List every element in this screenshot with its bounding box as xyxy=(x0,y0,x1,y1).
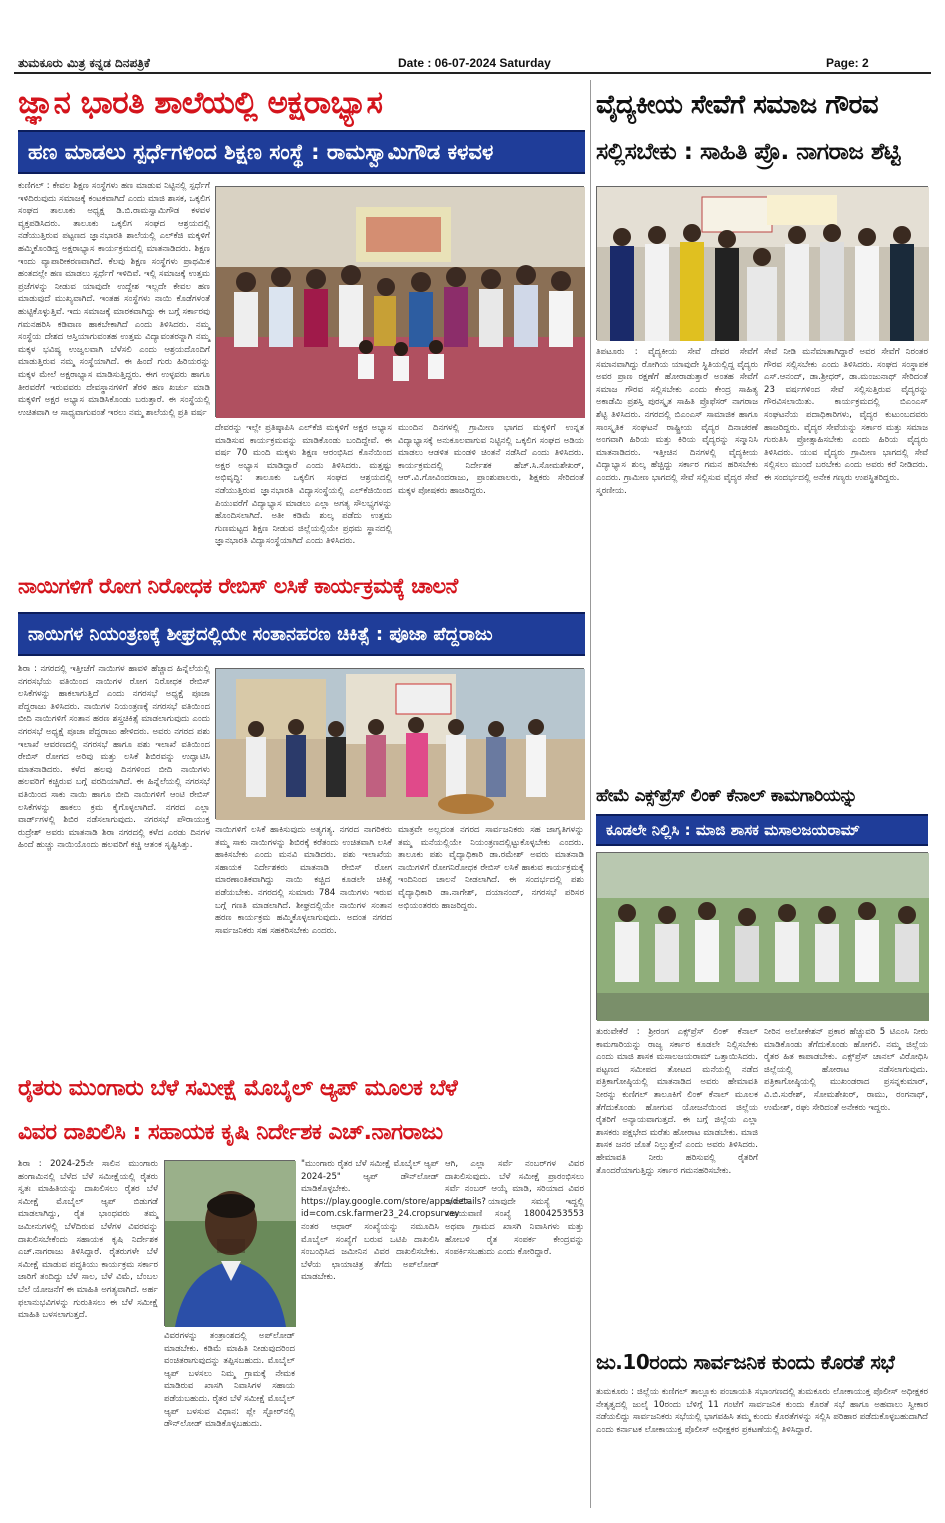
column-divider xyxy=(590,80,591,1508)
story3-subhead: ನಾಯಿಗಳ ನಿಯಂತ್ರಣಕ್ಕೆ ಶೀಘ್ರದಲ್ಲಿಯೇ ಸಂತಾನಹರಣ ಚಿಕಿತ್ಸೆ : ಪೂಜಾ ಪೆದ್ದರಾಜು xyxy=(18,612,585,656)
story4-photo xyxy=(596,852,928,1020)
story1-column-2: ದೇವರನ್ನು ಇಲ್ಲೇ ಪ್ರತಿಷ್ಠಾಪಿಸಿ ಎಲ್‌ಕೆಜಿ ಮಕ್ಕಳಿಗೆ ಅಕ್ಷರ ಅಭ್ಯಾಸ ಮಾಡಿಸುವ ಕಾರ್ಯಕ್ರಮವನ್ನು ಮಾಡಿಕೊಂಡು ಬಂದಿದ್ದೇವೆ. ಈ ವರ್ಷ 70 ಮಂದಿ ಮಕ್ಕಳು ಶಿಕ್ಷಣ ಆರಂಭಿಸಿದ ಕೊನೆಯಿಂದ ಅಕ್ಷರ ಅಭ್ಯಾಸ ಮಾಡಿದ್ದಾರೆ ಎಂದು ತಿಳಿಸಿದರು. ಮತ್ತಷ್ಟು ಅಭಿವೃದ್ಧಿ: ತಾಲೂಕು ಒಕ್ಕಲಿಗ ಸಂಘದ ಆಶ್ರಯದಲ್ಲಿ ನಡೆಯುತ್ತಿರುವ ಜ್ಞಾನಭಾರತಿ ವಿದ್ಯಾಸಂಸ್ಥೆಯಲ್ಲಿ ಎಲ್‌ಕೆಜಿಯಿಂದ ಪಿಯುವರೆಗೆ ವಿದ್ಯಾಭ್ಯಾಸ ಮಾಡಲು ಎಲ್ಲಾ ಅಗತ್ಯ ಸೌಲಭ್ಯಗಳನ್ನು ಹೊಂದಿಸಲಾಗಿದೆ. ಅತೀ ಕಡಿಮೆ ಶುಲ್ಕ ಪಡೆದು ಉತ್ತಮ ಗುಣಮಟ್ಟದ ಶಿಕ್ಷಣ ನೀಡುವ ಜಿಲ್ಲೆಯಲ್ಲಿಯೇ ಪ್ರಥಮ ಸ್ಥಾನದಲ್ಲಿ ಜ್ಞಾನಭಾರತಿ ವಿದ್ಯಾಸಂಸ್ಥೆಯಾಗಿದೆ ಎಂದು ತಿಳಿಸಿದರು. xyxy=(215,423,392,547)
story1-headline: ಜ್ಞಾನ ಭಾರತಿ ಶಾಲೆಯಲ್ಲಿ ಅಕ್ಷರಾಭ್ಯಾಸ xyxy=(18,85,383,121)
story2-column-2: ಸೇವೆ ನೀಡಿ ಮನೆಮಾತಾಗಿದ್ದಾರೆ ಅವರ ಸೇವೆಗೆ ನಿರಂತರ ಗೌರವ ಸಲ್ಲಿಸಬೇಕು ಎಂದು ತಿಳಿಸಿದರು. ಸಂಘದ ಸಂಸ್ಥಾಪಕ ಎಸ್.ಆನಂದ್, ಡಾ.ಶ್ರೀಧರ್, ಡಾ.ಮಂಜುನಾಥ್ ಸೇರಿದಂತೆ 23 ವರ್ಷಗಳಿಂದ ಸೇವೆ ಸಲ್ಲಿಸುತ್ತಿರುವ ವೈದ್ಯರನ್ನು ಗೌರವಿಸಲಾಯಿತು. ಕಾರ್ಯಕ್ರಮದಲ್ಲಿ ಬಿಎಂಎಸ್ ಸಂಘಟನೆಯ ಪದಾಧಿಕಾರಿಗಳು, ವೈದ್ಯರ ಕುಟುಂಬದವರು ಹಾಜರಿದ್ದರು. ವೈದ್ಯರ ಸೇವೆಯನ್ನು ಸರ್ಕಾರ ಮತ್ತು ಸಮಾಜ ಗುರುತಿಸಿ ಪ್ರೋತ್ಸಾಹಿಸಬೇಕು ಎಂದು ಹಿರಿಯ ವೈದ್ಯರು ತಿಳಿಸಿದರು. ಯುವ ವೈದ್ಯರು ಗ್ರಾಮೀಣ ಭಾಗದಲ್ಲಿ ಸೇವೆ ಸಲ್ಲಿಸಲು ಮುಂದೆ ಬರಬೇಕು ಎಂದು ಅವರು ಕರೆ ನೀಡಿದರು. ಈ ಸಂದರ್ಭದಲ್ಲಿ ಅನೇಕ ಗಣ್ಯರು ಉಪಸ್ಥಿತರಿದ್ದರು. xyxy=(764,347,928,483)
story2-photo xyxy=(596,186,928,340)
story3-column-2: ನಾಯಿಗಳಿಗೆ ಲಸಿಕೆ ಹಾಕಿಸುವುದು ಅತ್ಯಗತ್ಯ. ನಗರದ ನಾಗರಿಕರು ತಮ್ಮ ಸಾಕು ನಾಯಿಗಳನ್ನು ಶಿಬಿರಕ್ಕೆ ಕರೆತಂದು ಉಚಿತವಾಗಿ ಲಸಿಕೆ ಹಾಕಿಸಬೇಕು ಎಂದು ಮನವಿ ಮಾಡಿದರು. ಪಶು ಇಲಾಖೆಯ ಸಹಾಯಕ ನಿರ್ದೇಶಕರು ಮಾತನಾಡಿ ರೇಬಿಸ್ ರೋಗ ಮಾರಣಾಂತಿಕವಾಗಿದ್ದು ನಾಯಿ ಕಚ್ಚಿದ ಕೂಡಲೇ ಚಿಕಿತ್ಸೆ ಪಡೆಯಬೇಕು. ನಗರದಲ್ಲಿ ಸುಮಾರು 784 ನಾಯಿಗಳು ಇರುವ ಬಗ್ಗೆ ಗಣತಿ ಮಾಡಲಾಗಿದೆ. ಶೀಘ್ರದಲ್ಲಿಯೇ ನಾಯಿಗಳ ಸಂತಾನ ಹರಣ ಕಾರ್ಯಕ್ರಮ ಹಮ್ಮಿಕೊಳ್ಳಲಾಗುವುದು. ಅದಂತ ನಗರದ ಸಾರ್ವಜನಿಕರು ಸಹ ಸಹಕರಿಸಬೇಕು ಎಂದರು. xyxy=(215,825,392,936)
story6-body: ತುಮಕೂರು : ಜಿಲ್ಲೆಯ ಕುಣಿಗಲ್ ತಾಲ್ಲೂಕು ಪಂಚಾಯತಿ ಸಭಾಂಗಣದಲ್ಲಿ ತುಮಕೂರು ಲೋಕಾಯುಕ್ತ ಪೊಲೀಸ್ ಅಧೀಕ್ಷಕರ ನೇತೃತ್ವದಲ್ಲಿ ಜುಲೈ 10ರಂದು ಬೆಳಿಗ್ಗೆ 11 ಗಂಟೆಗೆ ಸಾರ್ವಜನಿಕ ಕುಂದು ಕೊರತೆ ಸಭೆ ಹಾಗೂ ಅಹವಾಲು ಸ್ವೀಕಾರ ನಡೆಯಲಿದ್ದು ಸಾರ್ವಜನಿಕರು ಸಭೆಯಲ್ಲಿ ಭಾಗವಹಿಸಿ ತಮ್ಮ ಕುಂದು ಕೊರತೆಗಳನ್ನು ಸಲ್ಲಿಸಿ ಪರಿಹಾರ ಪಡೆದುಕೊಳ್ಳಬಹುದಾಗಿದೆ ಎಂದು ಕರ್ನಾಟಕ ಲೋಕಾಯುಕ್ತ ಪೊಲೀಸ್ ಅಧೀಕ್ಷಕರ ಪ್ರಕಟಣೆಯಲ್ಲಿ ತಿಳಿಸಿದ್ದಾರೆ. xyxy=(596,1387,928,1435)
page-number: Page: 2 xyxy=(826,56,869,70)
story1-photo xyxy=(215,186,584,417)
newspaper-logo: ತುಮಕೂರು ಮಿತ್ರ ಕನ್ನಡ ದಿನಪತ್ರಿಕೆ xyxy=(18,56,150,70)
story4-headline-line2: ಕೂಡಲೇ ನಿಲ್ಲಿಸಿ : ಮಾಜಿ ಶಾಸಕ ಮಸಾಲಜಯರಾಮ್ xyxy=(596,814,928,846)
story3-headline: ನಾಯಿಗಳಿಗೆ ರೋಗ ನಿರೋಧಕ ರೇಬಿಸ್ ಲಸಿಕೆ ಕಾರ್ಯಕ್ರಮಕ್ಕೆ ಚಾಲನೆ xyxy=(18,574,458,598)
story5-photo xyxy=(164,1160,295,1326)
story3-photo xyxy=(215,668,584,819)
story4-column-1: ತುರುವೇಕೆರೆ : ಶ್ರೀರಂಗ ಎಕ್ಸ್‌ಪ್ರೆಸ್ ಲಿಂಕ್ ಕೆನಾಲ್ ಕಾಮಗಾರಿಯನ್ನು ರಾಜ್ಯ ಸರ್ಕಾರ ಕೂಡಲೇ ನಿಲ್ಲಿಸಬೇಕು ಎಂದು ಮಾಜಿ ಶಾಸಕ ಮಸಾಲಜಯರಾಮ್ ಒತ್ತಾಯಿಸಿದರು. ಪಟ್ಟಣದ ಸಮೀಪದ ತೋಟದ ಮನೆಯಲ್ಲಿ ನಡೆದ ಪತ್ರಿಕಾಗೋಷ್ಠಿಯಲ್ಲಿ ಮಾತನಾಡಿದ ಅವರು ಹೇಮಾವತಿ ನೀರನ್ನು ಕುಣಿಗಲ್ ತಾಲೂಕಿಗೆ ಲಿಂಕ್ ಕೆನಾಲ್ ಮೂಲಕ ತೆಗೆದುಕೊಂಡು ಹೋಗುವ ಯೋಜನೆಯಿಂದ ಜಿಲ್ಲೆಯ ರೈತರಿಗೆ ಅನ್ಯಾಯವಾಗುತ್ತದೆ. ಈ ಬಗ್ಗೆ ಜಿಲ್ಲೆಯ ಎಲ್ಲಾ ಶಾಸಕರು ಪಕ್ಷಭೇದ ಮರೆತು ಹೋರಾಟ ಮಾಡಬೇಕು. ಮಾಜಿ ಶಾಸಕ ಜನರ ಜೊತೆ ನಿಲ್ಲುತ್ತೇನೆ ಎಂದು ಅವರು ತಿಳಿಸಿದರು. ಹೇಮಾವತಿ ನೀರು ಹರಿಸುವಲ್ಲಿ ರೈತರಿಗೆ ತೊಂದರೆಯಾಗುತ್ತಿದ್ದು ಸರ್ಕಾರ ಗಮನಹರಿಸಬೇಕು. xyxy=(596,1027,758,1176)
edition-date: Date : 06-07-2024 Saturday xyxy=(398,56,551,70)
masthead-rule xyxy=(14,72,931,74)
story5-column-4: ಆಗಿ, ಎಲ್ಲಾ ಸರ್ವೆ ನಂಬರ್‌ಗಳ ವಿವರ ದಾಖಲಿಸುವುದು. ಬೆಳೆ ಸಮೀಕ್ಷೆ ಪ್ರಾರಂಭಿಸಲು ಸರ್ವೆ ನಂಬರ್ ಆಯ್ಕೆ ಮಾಡಿ, ಸರಿಯಾದ ವಿವರ ದಾಖಲಿಸಿ. ಯಾವುದೇ ಸಮಸ್ಯೆ ಇದ್ದಲ್ಲಿ ಸಹಾಯವಾಣಿ ಸಂಖ್ಯೆ 18004253553 ಅಥವಾ ಗ್ರಾಮದ ಖಾಸಗಿ ನಿವಾಸಿಗಳು ಮತ್ತು ಹೋಬಳಿ ರೈತ ಸಂಪರ್ಕ ಕೇಂದ್ರವನ್ನು ಸಂಪರ್ಕಿಸಬಹುದು ಎಂದು ಕೋರಿದ್ದಾರೆ. xyxy=(445,1159,584,1258)
story1-column-1: ಕುಣಿಗಲ್ : ಕೇವಲ ಶಿಕ್ಷಣ ಸಂಸ್ಥೆಗಳು ಹಣ ಮಾಡುವ ನಿಟ್ಟಿನಲ್ಲಿ ಸ್ಪರ್ಧೆಗೆ ಇಳಿದಿರುವುದು ಸಮಾಜಕ್ಕೆ ಕಂಟಕವಾಗಿದೆ ಎಂದು ಮಾಜಿ ಶಾಸಕ, ಒಕ್ಕಲಿಗ ಸಂಘದ ತಾಲೂಕು ಅಧ್ಯಕ್ಷ ಡಿ.ಬಿ.ರಾಮಸ್ವಾಮಿಗೌಡ ಕಳವಳ ವ್ಯಕ್ತಪಡಿಸಿದರು. ತಾಲೂಕು ಒಕ್ಕಲಿಗ ಸಂಘದ ಆಶ್ರಯದಲ್ಲಿ ನಡೆಯುತ್ತಿರುವ ಪಟ್ಟಣದ ಜ್ಞಾನಭಾರತಿ ಶಾಲೆಯಲ್ಲಿ ಎಲ್‌ಕೆಜಿ ಮಕ್ಕಳಿಗೆ ಹಮ್ಮಿಕೊಂಡಿದ್ದ ಅಕ್ಷರಾಭ್ಯಾಸ ಕಾರ್ಯಕ್ರಮದಲ್ಲಿ ಮಾತನಾಡಿದರು. ಶಿಕ್ಷಣ ಇಂದು ವ್ಯಾಪಾರೀಕರಣವಾಗಿದೆ. ಕೆಲವು ಶಿಕ್ಷಣ ಸಂಸ್ಥೆಗಳು ಪ್ರಾಥಮಿಕ ಹಂತದಲ್ಲೇ ಹಣ ಮಾಡಲು ಸ್ಪರ್ಧೆಗೆ ಇಳಿದಿವೆ. ಇಲ್ಲಿ ಸಮಾಜಕ್ಕೆ ಉತ್ತಮ ಪ್ರಜೆಗಳನ್ನು ನೀಡುವ ಯಾವುದೇ ಉದ್ದೇಶ ಇಲ್ಲದೇ ಕೇವಲ ಹಣ ಮಾಡುವುದೆ ಮುಖ್ಯವಾಗಿದೆ. ಇಂತಹ ಸಂಸ್ಥೆಗಳು ನಾಯಿ ಕೊಡೆಗಳಂತೆ ಹುಟ್ಟಿಕೊಳ್ಳುತ್ತಿವೆ. ಇದು ಸಮಾಜಕ್ಕೆ ಮಾರಕವಾಗಿದ್ದು ಈ ಬಗ್ಗೆ ಸರ್ಕಾರವು ಗಮನಹರಿಸಿ ಕಡಿವಾಣ ಹಾಕಬೇಕಾಗಿದೆ ಎಂದು ತಿಳಿಸಿದರು. ನಮ್ಮ ಸಂಸ್ಥೆಯ ದೇಶದ ಆಸ್ತಿಯಾಗುವಂತಹ ಉತ್ತಮ ವಿದ್ಯಾವಂತರನ್ನಾಗಿ ನಮ್ಮ ಮಕ್ಕಳ ಭವಿಷ್ಯ ಉಜ್ವಲವಾಗಿ ಬೆಳೆಸಲಿ ಎಂದು ಆಶ್ರಯದೊಂದಿಗೆ ಮಾಡುತ್ತಿರುವ ನಮ್ಮ ಸಂಸ್ಥೆಯಾಗಿದೆ. ಈ ಹಿಂದೆ ಗುರು ಹಿರಿಯರನ್ನು ಮಕ್ಕಳ ಮೇಲೆ ಅಕ್ಷರಾಭ್ಯಾಸ ಮಾಡಿಸುತ್ತಿದ್ದರು. ಈಗ ಉಳ್ಳವರು ಹಾಗೂ ತೀರವರೆಗೆ ಇರುವವರು ದೇವಸ್ಥಾನಗಳಿಗೆ ತೆರಳಿ ಹಣ ಖರ್ಚು ಮಾಡಿ ಮಕ್ಕಳಿಗೆ ಅಕ್ಷರ ಅಭ್ಯಾಸ ಮಾಡಿಸಿಕೊಂಡು ಬರುತ್ತಾರೆ. ಈ ಸಂಸ್ಥೆಯಲ್ಲಿ ಉಚಿತವಾಗಿ ಆ ಸಾಧ್ಯವಾಗುವಂತೆ ಇರಲು ನಮ್ಮ ಶಾಲೆಯಲ್ಲಿ ಪ್ರತಿ ವರ್ಷ xyxy=(18,181,210,418)
story5-column-2: ವಿವರಗಳನ್ನು ತಂತ್ರಾಂಶದಲ್ಲಿ ಅಪ್‌ಲೋಡ್ ಮಾಡಬೇಕು. ಕಡಿಮೆ ಮಾಹಿತಿ ನೀಡುವುದರಿಂದ ವಂಚಿತರಾಗುವುದನ್ನು ತಪ್ಪಿಸಬಹುದು. ಮೊಬೈಲ್ ಆ್ಯಪ್ ಬಳಸಲು ನಿಮ್ಮ ಗ್ರಾಮಕ್ಕೆ ನೇಮಕ ಮಾಡಿರುವ ಖಾಸಗಿ ನಿವಾಸಿಗಳ ಸಹಾಯ ಪಡೆಯಬಹುದು. ರೈತರ ಬೆಳೆ ಸಮೀಕ್ಷೆ ಮೊಬೈಲ್ ಆ್ಯಪ್ ಬಳಸುವ ವಿಧಾನ: ಪ್ಲೇ ಸ್ಟೋರ್‌ನಲ್ಲಿ ಡೌನ್‌ಲೋಡ್ ಮಾಡಿಕೊಳ್ಳಬಹುದು. xyxy=(164,1331,295,1430)
story2-headline-line2: ಸಲ್ಲಿಸಬೇಕು : ಸಾಹಿತಿ ಪ್ರೊ. ನಾಗರಾಜ ಶೆಟ್ಟಿ xyxy=(596,139,901,165)
story5-headline-line2: ವಿವರ ದಾಖಲಿಸಿ : ಸಹಾಯಕ ಕೃಷಿ ನಿರ್ದೇಶಕ ಎಚ್.ನಾಗರಾಜು xyxy=(18,1120,443,1145)
story2-column-1: ತಿಪಟೂರು : ವೈದ್ಯಕೀಯ ಸೇವೆ ದೇವರ ಸೇವೆಗೆ ಸಮಾನವಾಗಿದ್ದು ರೋಗಿಯ ಯಾವುದೇ ಸ್ಥಿತಿಯಲ್ಲಿದ್ದ ವೈದ್ಯರು ಅವರ ಪ್ರಾಣ ರಕ್ಷಣೆಗೆ ಹೋರಾಡುತ್ತಾರೆ ಅಂತಹ ಸೇವೆಗೆ ಸಮಾಜ ಗೌರವ ಸಲ್ಲಿಸಬೇಕು ಎಂದು ಕೇಂದ್ರ ಸಾಹಿತ್ಯ ಅಕಾಡೆಮಿ ಪ್ರಶಸ್ತಿ ಪುರಸ್ಕೃತ ಸಾಹಿತಿ ಪ್ರೊಫೆಸರ್ ನಾಗರಾಜ ಶೆಟ್ಟಿ ತಿಳಿಸಿದರು. ನಗರದಲ್ಲಿ ಬಿಎಂಎಸ್ ಸಾಮಾಜಿಕ ಹಾಗೂ ಸಾಂಸ್ಕೃತಿಕ ಸಂಘಟನೆ ರಾಷ್ಟ್ರೀಯ ವೈದ್ಯರ ದಿನಾಚರಣೆ ಅಂಗವಾಗಿ ಹಿರಿಯ ಮತ್ತು ಕಿರಿಯ ವೈದ್ಯರನ್ನು ಸನ್ಮಾನಿಸಿ ಮಾತನಾಡಿದರು. ಇತ್ತೀಚಿನ ದಿನಗಳಲ್ಲಿ ವೈದ್ಯಕೀಯ ವಿದ್ಯಾಭ್ಯಾಸ ಶುಲ್ಕ ಹೆಚ್ಚಿದ್ದು ಸರ್ಕಾರ ಗಮನ ಹರಿಸಬೇಕು ಎಂದರು. ಗ್ರಾಮೀಣ ಭಾಗದಲ್ಲಿ ಸೇವೆ ಸಲ್ಲಿಸುವ ವೈದ್ಯರ ಸೇವೆ ಸ್ಮರಣೀಯ. xyxy=(596,347,758,496)
story4-column-2: ನೀರಿನ ಅಲೋಕೇಶನ್ ಪ್ರಕಾರ ಹೆಚ್ಚುವರಿ 5 ಟಿಎಂಸಿ ನೀರು ಮಾಡಿಕೊಂಡು ತೆಗೆದುಕೊಂಡು ಹೋಗಲಿ. ನಮ್ಮ ಜಿಲ್ಲೆಯ ರೈತರ ಹಿತ ಕಾಪಾಡಬೇಕು. ಎಕ್ಸ್‌ಪ್ರೆಸ್ ಚಾನಲ್ ವಿರೋಧಿಸಿ ಜಿಲ್ಲೆಯಲ್ಲಿ ಹೋರಾಟ ನಡೆಸಲಾಗುವುದು. ಪತ್ರಿಕಾಗೋಷ್ಠಿಯಲ್ಲಿ ಮುಖಂಡರಾದ ಪ್ರಸನ್ನಕುಮಾರ್, ವಿ.ಬಿ.ಸುರೇಶ್, ಸೋಮಶೇಖರ್, ರಾಮು, ರಂಗನಾಥ್, ಉಮೇಶ್, ರಘು ಸೇರಿದಂತೆ ಅನೇಕರು ಇದ್ದರು. xyxy=(764,1027,928,1113)
story1-subhead: ಹಣ ಮಾಡಲು ಸ್ಪರ್ಧೆಗಳಿಂದ ಶಿಕ್ಷಣ ಸಂಸ್ಥೆ : ರಾಮಸ್ವಾಮಿಗೌಡ ಕಳವಳ xyxy=(18,130,585,174)
story5-headline-line1: ರೈತರು ಮುಂಗಾರು ಬೆಳೆ ಸಮೀಕ್ಷೆ ಮೊಬೈಲ್ ಆ್ಯಪ್ ಮೂಲಕ ಬೆಳೆ xyxy=(18,1076,458,1101)
story2-headline-line1: ವೈದ್ಯಕೀಯ ಸೇವೆಗೆ ಸಮಾಜ ಗೌರವ xyxy=(596,90,879,120)
story1-column-3: ಮುಂದಿನ ದಿನಗಳಲ್ಲಿ ಗ್ರಾಮೀಣ ಭಾಗದ ಮಕ್ಕಳಿಗೆ ಉನ್ನತ ವಿದ್ಯಾಭ್ಯಾಸಕ್ಕೆ ಅನುಕೂಲವಾಗುವ ನಿಟ್ಟಿನಲ್ಲಿ ಒಕ್ಕಲಿಗ ಸಂಘದ ಅಡಿಯ ಮಾಡಲು ಆಡಳಿತ ಮಂಡಳಿ ಚಿಂತನೆ ನಡೆಸಿದೆ ಎಂದು ತಿಳಿಸಿದರು. ಕಾರ್ಯಕ್ರಮದಲ್ಲಿ ನಿರ್ದೇಶಕ ಹೆಚ್.ಸಿ.ಸೋಮಶೇಖರ್, ಆರ್.ವಿ.ಗೋವಿಂದರಾಜು, ಪ್ರಾಂಶುಪಾಲರು, ಶಿಕ್ಷಕರು ಸೇರಿದಂತೆ ಮಕ್ಕಳ ಪೋಷಕರು ಹಾಜರಿದ್ದರು. xyxy=(398,423,584,496)
story5-column-1: ಶಿರಾ : 2024-25ನೇ ಸಾಲಿನ ಮುಂಗಾರು ಹಂಗಾಮಿನಲ್ಲಿ ಬೆಳೆದ ಬೆಳೆ ಸಮೀಕ್ಷೆಯಲ್ಲಿ ರೈತರು ಸ್ವತಃ ಮಾಹಿತಿಯನ್ನು ದಾಖಲಿಸಲು ರೈತರ ಬೆಳೆ ಸಮೀಕ್ಷೆ ಮೊಬೈಲ್ ಆ್ಯಪ್ ಬಿಡುಗಡೆ ಮಾಡಲಾಗಿದ್ದು, ರೈತ ಭಾಂಧವರು ತಮ್ಮ ಜಮೀನುಗಳಲ್ಲಿ ಬೆಳೆದಿರುವ ಬೆಳೆಗಳ ವಿವರವನ್ನು ದಾಖಲಿಸಬೇಕೆಂದು ಸಹಾಯಕ ಕೃಷಿ ನಿರ್ದೇಶಕ ಎಚ್.ನಾಗರಾಜು ತಿಳಿಸಿದ್ದಾರೆ. ರೈತರುಗಳೇ ಬೆಳೆ ಸಮೀಕ್ಷೆ ಮಾಡುವ ಪದ್ಧತಿಯು ಕಾರ್ಯಕ್ರಮ ಸರ್ಕಾರ ಜಾರಿಗೆ ತಂದಿದ್ದು ಬೆಳೆ ಸಾಲ, ಬೆಳೆ ವಿಮೆ, ಬೆಂಬಲ ಬೆಲೆ ಯೋಜನೆಗೆ ಈ ಮಾಹಿತಿ ಅಗತ್ಯವಾಗಿದೆ. ಅರ್ಹ ಫಲಾನುಭವಿಗಳನ್ನು ಗುರುತಿಸಲು ಈ ಬೆಳೆ ಸಮೀಕ್ಷೆ ಮಾಹಿತಿ ಬಳಸಲಾಗುತ್ತದೆ. xyxy=(18,1159,158,1321)
story4-headline-line1: ಹೇಮೆ ಎಕ್ಸ್‌ಪ್ರೆಸ್ ಲಿಂಕ್ ಕೆನಾಲ್ ಕಾಮಗಾರಿಯನ್ನು xyxy=(596,786,858,806)
story3-column-1: ಶಿರಾ : ನಗರದಲ್ಲಿ ಇತ್ತೀಚೆಗೆ ನಾಯಿಗಳ ಹಾವಳಿ ಹೆಚ್ಚಾದ ಹಿನ್ನೆಲೆಯಲ್ಲಿ ನಗರಸಭೆಯ ವತಿಯಿಂದ ನಾಯಿಗಳ ರೋಗ ನಿರೋಧಕ ರೇಬಿಸ್ ಲಸಿಕೆಗಳನ್ನು ಹಾಕಲಾಗುತ್ತಿದೆ ಎಂದು ನಗರಸಭೆ ಅಧ್ಯಕ್ಷೆ ಪೂಜಾ ಪೆದ್ದರಾಜು ತಿಳಿಸಿದರು. ನಾಯಿಗಳ ನಿಯಂತ್ರಣಕ್ಕೆ ನಗರಸಭೆ ವತಿಯಿಂದ ಬೀದಿ ನಾಯಿಗಳಿಗೆ ಸಂತಾನ ಹರಣ ಶಸ್ತ್ರಚಿಕಿತ್ಸೆ ಮಾಡಲಾಗುವುದು ಎಂದು ನಗರಸಭೆ ಅಧ್ಯಕ್ಷೆ ಪೂಜಾ ಪೆದ್ದರಾಜು ಹೇಳಿದರು. ಅವರು ನಗರದ ಪಶು ಇಲಾಖೆ ಆವರಣದಲ್ಲಿ ನಗರಸಭೆ ಹಾಗೂ ಪಶು ಇಲಾಖೆ ವತಿಯಿಂದ ರೇಬಿಸ್ ರೋಗದ ಅರಿವು ಮತ್ತು ಲಸಿಕೆ ಶಿಬಿರವನ್ನು ಉದ್ಘಾಟಿಸಿ ಮಾತನಾಡಿದರು. ಕಳೆದ ಹಲವು ದಿನಗಳಿಂದ ಬೀದಿ ನಾಯಿಗಳು ಹಲವರಿಗೆ ಕಚ್ಚಿರುವ ಬಗ್ಗೆ ವರದಿಯಾಗಿದೆ. ಈ ಹಿನ್ನೆಲೆಯಲ್ಲಿ ನಗರಸಭೆ ವತಿಯಿಂದ ಸಾಕು ನಾಯಿ ಹಾಗೂ ಬೀದಿ ನಾಯಿಗಳಿಗೆ ಆಂಟಿ ರೇಬಿಸ್ ಲಸಿಕೆಗಳನ್ನು ಹಾಕಲು ಕ್ರಮ ಕೈಗೊಳ್ಳಲಾಗಿದೆ. ನಗರದ ಎಲ್ಲಾ ವಾರ್ಡ್‌ಗಳಲ್ಲಿ ಶಿಬಿರ ನಡೆಸಲಾಗುವುದು. ನಗರಸಭೆ ಪೌರಾಯುಕ್ತ ರುದ್ರೇಶ್ ಅವರು ಮಾತನಾಡಿ ಶಿರಾ ನಗರದಲ್ಲಿ ಕಳೆದ ಎರಡು ದಿನಗಳ ಹಿಂದೆ ಹುಚ್ಚು ನಾಯಿಯೊಂದು ಹಲವರಿಗೆ ಕಚ್ಚಿ ಆತಂಕ ಸೃಷ್ಟಿಸಿತ್ತು. xyxy=(18,664,210,851)
story3-column-3: ಮಾತ್ರವೇ ಅಲ್ಲದಂತ ನಗರದ ಸಾರ್ವಜನಿಕರು ಸಹ ಜಾಗೃತಿಗಳನ್ನು ತಮ್ಮ ಮನೆಯಲ್ಲಿಯೇ ನಿಯಂತ್ರಣದಲ್ಲಿಟ್ಟುಕೊಳ್ಳಬೇಕು ಎಂದರು. ತಾಲೂಕು ಪಶು ವೈದ್ಯಾಧಿಕಾರಿ ಡಾ.ರಮೇಶ್ ಅವರು ಮಾತನಾಡಿ ನಾಯಿಗಳಿಗೆ ರೋಗನಿರೋಧಕ ರೇಬಿಸ್ ಲಸಿಕೆ ಹಾಕುವ ಕಾರ್ಯಕ್ರಮಕ್ಕೆ ಇಂದಿನಿಂದ ಚಾಲನೆ ನೀಡಲಾಗಿದೆ. ಈ ಸಂದರ್ಭದಲ್ಲಿ ಪಶು ವೈದ್ಯಾಧಿಕಾರಿ ಡಾ.ನಾಗೇಶ್, ದಯಾನಂದ್, ನಗರಸಭೆ ಪರಿಸರ ಅಭಿಯಂತರರು ಹಾಜರಿದ್ದರು. xyxy=(398,825,584,911)
story5-column-3: "ಮುಂಗಾರು ರೈತರ ಬೆಳೆ ಸಮೀಕ್ಷೆ ಮೊಬೈಲ್ ಆ್ಯಪ್ 2024-25" ಆ್ಯಪ್ ಡೌನ್‌ಲೋಡ್ ಮಾಡಿಕೊಳ್ಳಬೇಕು. https://play.google.com/store/apps/details?id=com.csk.farmer23_24.cropsurvey ನಂತರ ಆಧಾರ್ ಸಂಖ್ಯೆಯನ್ನು ನಮೂದಿಸಿ ಮೊಬೈಲ್ ಸಂಖ್ಯೆಗೆ ಬರುವ ಒಟಿಪಿ ದಾಖಲಿಸಿ ಸಂಬಂಧಿಸಿದ ಜಮೀನಿನ ವಿವರ ದಾಖಲಿಸಬೇಕು. ಬೆಳೆಯ ಛಾಯಾಚಿತ್ರ ತೆಗೆದು ಅಪ್‌ಲೋಡ್ ಮಾಡಬೇಕು. xyxy=(301,1159,486,1283)
story6-headline: ಜು.10ರಂದು ಸಾರ್ವಜನಿಕ ಕುಂದು ಕೊರತೆ ಸಭೆ xyxy=(596,1350,895,1374)
